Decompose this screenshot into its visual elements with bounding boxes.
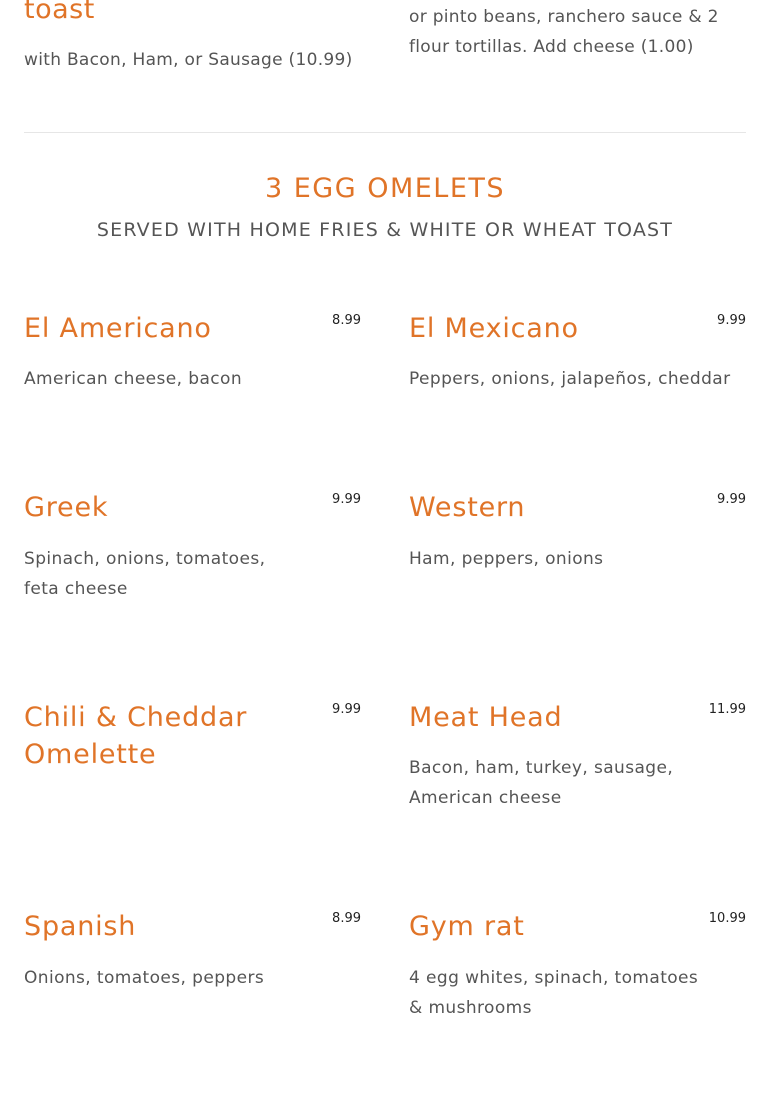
menu-item-price: 9.99 [332,492,361,507]
menu-item-name: El Mexicano [409,313,579,344]
section-subtitle: SERVED WITH HOME FRIES & WHITE OR WHEAT TOAST [96,219,674,241]
menu-item-price: 11.99 [708,702,746,717]
menu-item-price: 9.99 [717,492,746,507]
menu-item-name: Meat Head [409,702,563,733]
section-title: 3 EGG OMELETS [264,173,506,204]
menu-item-name: Western [409,492,526,523]
menu-item-description: American cheese, bacon [24,369,242,389]
menu-item-description: Spinach, onions, tomatoes, feta cheese [24,549,266,599]
menu-item-name: El Americano [24,313,212,344]
menu-item-name: Spanish [24,911,137,942]
menu-item-name: Greek [24,492,109,523]
previous-item-description: with Bacon, Ham, or Sausage (10.99) [24,50,353,70]
previous-item-description-right: or pinto beans, ranchero sauce & 2 flour tortillas. Add cheese (1.00) [409,7,719,57]
menu-item-description: Bacon, ham, turkey, sausage, American cheese [409,758,674,808]
menu-item-price: 9.99 [717,313,746,328]
menu-item-name: Chili & Cheddar Omelette [24,702,248,770]
section-divider [24,132,746,133]
menu-item-description: Ham, peppers, onions [409,549,604,569]
menu-item-price: 9.99 [332,702,361,717]
menu-item-price: 8.99 [332,313,361,328]
menu-item-name: Gym rat [409,911,525,942]
menu-item-price: 8.99 [332,911,361,926]
previous-item-name: toast [24,0,95,25]
menu-item-price: 10.99 [708,911,746,926]
menu-item-description: Onions, tomatoes, peppers [24,968,265,988]
menu-item-description: 4 egg whites, spinach, tomatoes & mushrooms [409,968,699,1018]
menu-item-description: Peppers, onions, jalapeños, cheddar [409,369,731,389]
previous-section-tail [0,0,770,80]
